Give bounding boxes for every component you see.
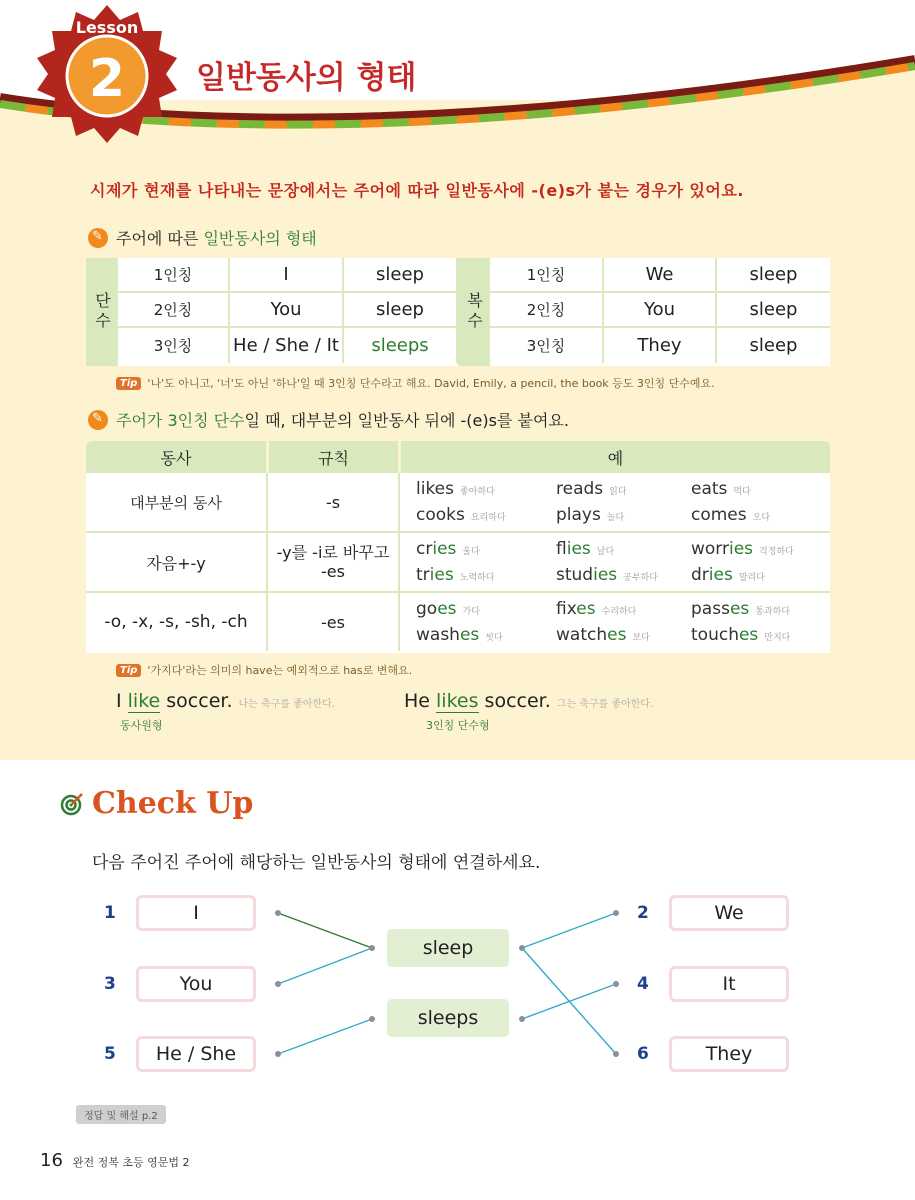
cell: sleep [717, 293, 830, 328]
sentence-meaning: 그는 축구를 좋아한다. [556, 699, 654, 710]
verb-type: 대부분의 동사 [86, 473, 268, 531]
verb-suffix: ies [566, 539, 591, 559]
verb-meaning: 요리하다 [470, 513, 506, 523]
verb-base: cr [416, 539, 433, 559]
page-number: 16 [40, 1150, 63, 1171]
verb-base: dr [691, 565, 709, 585]
verb-base: stud [556, 565, 594, 585]
verb-base: eats [691, 479, 728, 499]
item-number: 1 [104, 903, 116, 923]
verb-base: fl [556, 539, 567, 559]
verb-base: touch [691, 625, 739, 645]
verb-suffix: es [607, 625, 627, 645]
verb-base: tr [416, 565, 430, 585]
example2-label: 3인칭 단수형 [426, 719, 490, 732]
verb-base: go [416, 599, 438, 619]
header-verb: 동사 [86, 441, 266, 473]
subject-box[interactable]: They [669, 1036, 789, 1072]
cell: 2인칭 [490, 293, 604, 328]
lesson-title: 일반동사의 형태 [196, 60, 417, 96]
sentence-part: I [116, 690, 128, 712]
item-number: 4 [637, 974, 649, 994]
cell: We [604, 258, 717, 293]
cell: 2인칭 [118, 293, 230, 328]
verb-meaning: 읽다 [609, 487, 627, 497]
verb-suffix: es [459, 625, 480, 645]
verb-meaning: 오다 [752, 513, 771, 523]
verb-base: cooks [416, 505, 465, 525]
cell: They [604, 328, 717, 363]
cell: sleep [344, 293, 458, 328]
verb-type: -o, -x, -s, -sh, -ch [86, 593, 268, 651]
verb-meaning: 말리다 [738, 573, 765, 583]
rule: -es [268, 593, 400, 651]
header-examples: 예 [401, 441, 830, 473]
cell: I [230, 258, 344, 293]
subject-box[interactable]: It [669, 966, 789, 1002]
sentence-part: He [404, 690, 437, 712]
cell: 3인칭 [490, 328, 604, 363]
verb-meaning: 노력하다 [459, 573, 495, 583]
item-number: 3 [104, 974, 116, 994]
checkup-instruction: 다음 주어진 주어에 해당하는 일반동사의 형태에 연결하세요. [92, 853, 541, 873]
item-number: 6 [637, 1044, 649, 1064]
verb-suffix: ies [429, 565, 454, 585]
verb-base: plays [556, 505, 601, 525]
verb-base: comes [691, 505, 747, 525]
sentence-meaning: 나는 축구를 좋아한다. [238, 699, 335, 710]
verb-base: worr [691, 539, 729, 559]
tip-tag: Tip [116, 664, 141, 677]
section1-highlight: 일반동사의 형태 [203, 229, 317, 248]
verb-suffix: ies [708, 565, 733, 585]
cell: You [604, 293, 717, 328]
section2-highlight: 주어가 3인칭 단수 [116, 411, 245, 430]
verb-meaning: 보다 [632, 633, 650, 643]
tip-tag: Tip [116, 377, 141, 390]
cell: You [230, 293, 344, 328]
sentence-verb: likes [436, 690, 479, 712]
section1-prefix: 주어에 따른 [116, 229, 204, 248]
item-number: 2 [637, 903, 649, 923]
footer [40, 1150, 190, 1171]
subject-box[interactable]: We [669, 895, 789, 931]
cell: He / She / It [230, 328, 344, 363]
verb-meaning: 좋아하다 [460, 487, 495, 497]
verb-type: 자음+-y [86, 533, 268, 591]
verb-meaning: 걱정하다 [759, 547, 794, 557]
verb-base: reads [556, 479, 604, 499]
plural-label: 복수 [458, 258, 490, 366]
cell: sleep [344, 258, 458, 293]
cell: sleep [717, 258, 830, 293]
verb-suffix: ies [432, 539, 457, 559]
rule: -y를 -i로 바꾸고 -es [268, 533, 400, 591]
verb-meaning: 놀다 [606, 513, 625, 523]
section2-rest: 일 때, 대부분의 일반동사 뒤에 -(e)s를 붙여요. [244, 411, 569, 430]
cell: 3인칭 [118, 328, 230, 363]
verb-base: pass [691, 599, 730, 619]
intro-text: 시제가 현재를 나타내는 문장에서는 주어에 따라 일반동사에 -(e)s가 붙는 경우가 있어요. [90, 181, 744, 200]
subject-box[interactable]: I [136, 895, 256, 931]
verb-meaning: 씻다 [485, 633, 503, 643]
verb-box-sleep[interactable]: sleep [387, 929, 509, 967]
example1-label: 동사원형 [120, 719, 163, 732]
verb-box-sleeps[interactable]: sleeps [387, 999, 509, 1037]
verb-suffix: es [729, 599, 750, 619]
answer-reference: 정답 및 해설 p.2 [76, 1105, 166, 1124]
verb-meaning: 통과하다 [755, 607, 791, 617]
subject-box[interactable]: He / She [136, 1036, 256, 1072]
cell: sleeps [344, 328, 458, 363]
verb-meaning: 만지다 [764, 633, 791, 643]
lesson-label: Lesson [75, 18, 139, 37]
book-title: 완전 정복 초등 영문법 2 [72, 1156, 190, 1169]
verb-suffix: es [576, 599, 596, 619]
verb-meaning: 공부하다 [623, 573, 658, 583]
lesson-number: 2 [88, 49, 126, 109]
sentence-part: soccer. [160, 690, 233, 712]
checkup-title: Check Up [92, 786, 254, 821]
verb-base: wash [416, 625, 460, 645]
verb-meaning: 수리하다 [601, 607, 637, 617]
verb-meaning: 날다 [596, 547, 615, 557]
sentence-verb: like [127, 690, 161, 712]
item-number: 5 [104, 1044, 116, 1064]
verb-suffix: es [738, 625, 759, 645]
cell: 1인칭 [490, 258, 604, 293]
verb-suffix: es [437, 599, 457, 619]
singular-label: 단수 [86, 258, 118, 366]
sentence-part: soccer. [478, 690, 551, 712]
verb-meaning: 먹다 [733, 487, 751, 497]
verb-base: fix [556, 599, 577, 619]
verb-meaning: 울다 [462, 547, 480, 557]
verb-meaning: 가다 [462, 607, 480, 617]
subject-box[interactable]: You [136, 966, 256, 1002]
rule: -s [268, 473, 400, 531]
cell: 1인칭 [118, 258, 230, 293]
tip2-text: '가지다'라는 의미의 have는 예외적으로 has로 변해요. [147, 664, 413, 677]
verb-suffix: ies [728, 539, 754, 559]
verb-suffix: ies [593, 565, 618, 585]
cell: sleep [749, 335, 798, 356]
tip1-text: '나'도 아니고, '너'도 아닌 '하나'일 때 3인칭 단수라고 해요. David, Emily, a pencil, the book 등도 3인칭 단수예요. [147, 377, 715, 390]
header-rule: 규칙 [269, 441, 398, 473]
verb-base: watch [556, 625, 608, 645]
verb-base: likes [416, 479, 455, 499]
